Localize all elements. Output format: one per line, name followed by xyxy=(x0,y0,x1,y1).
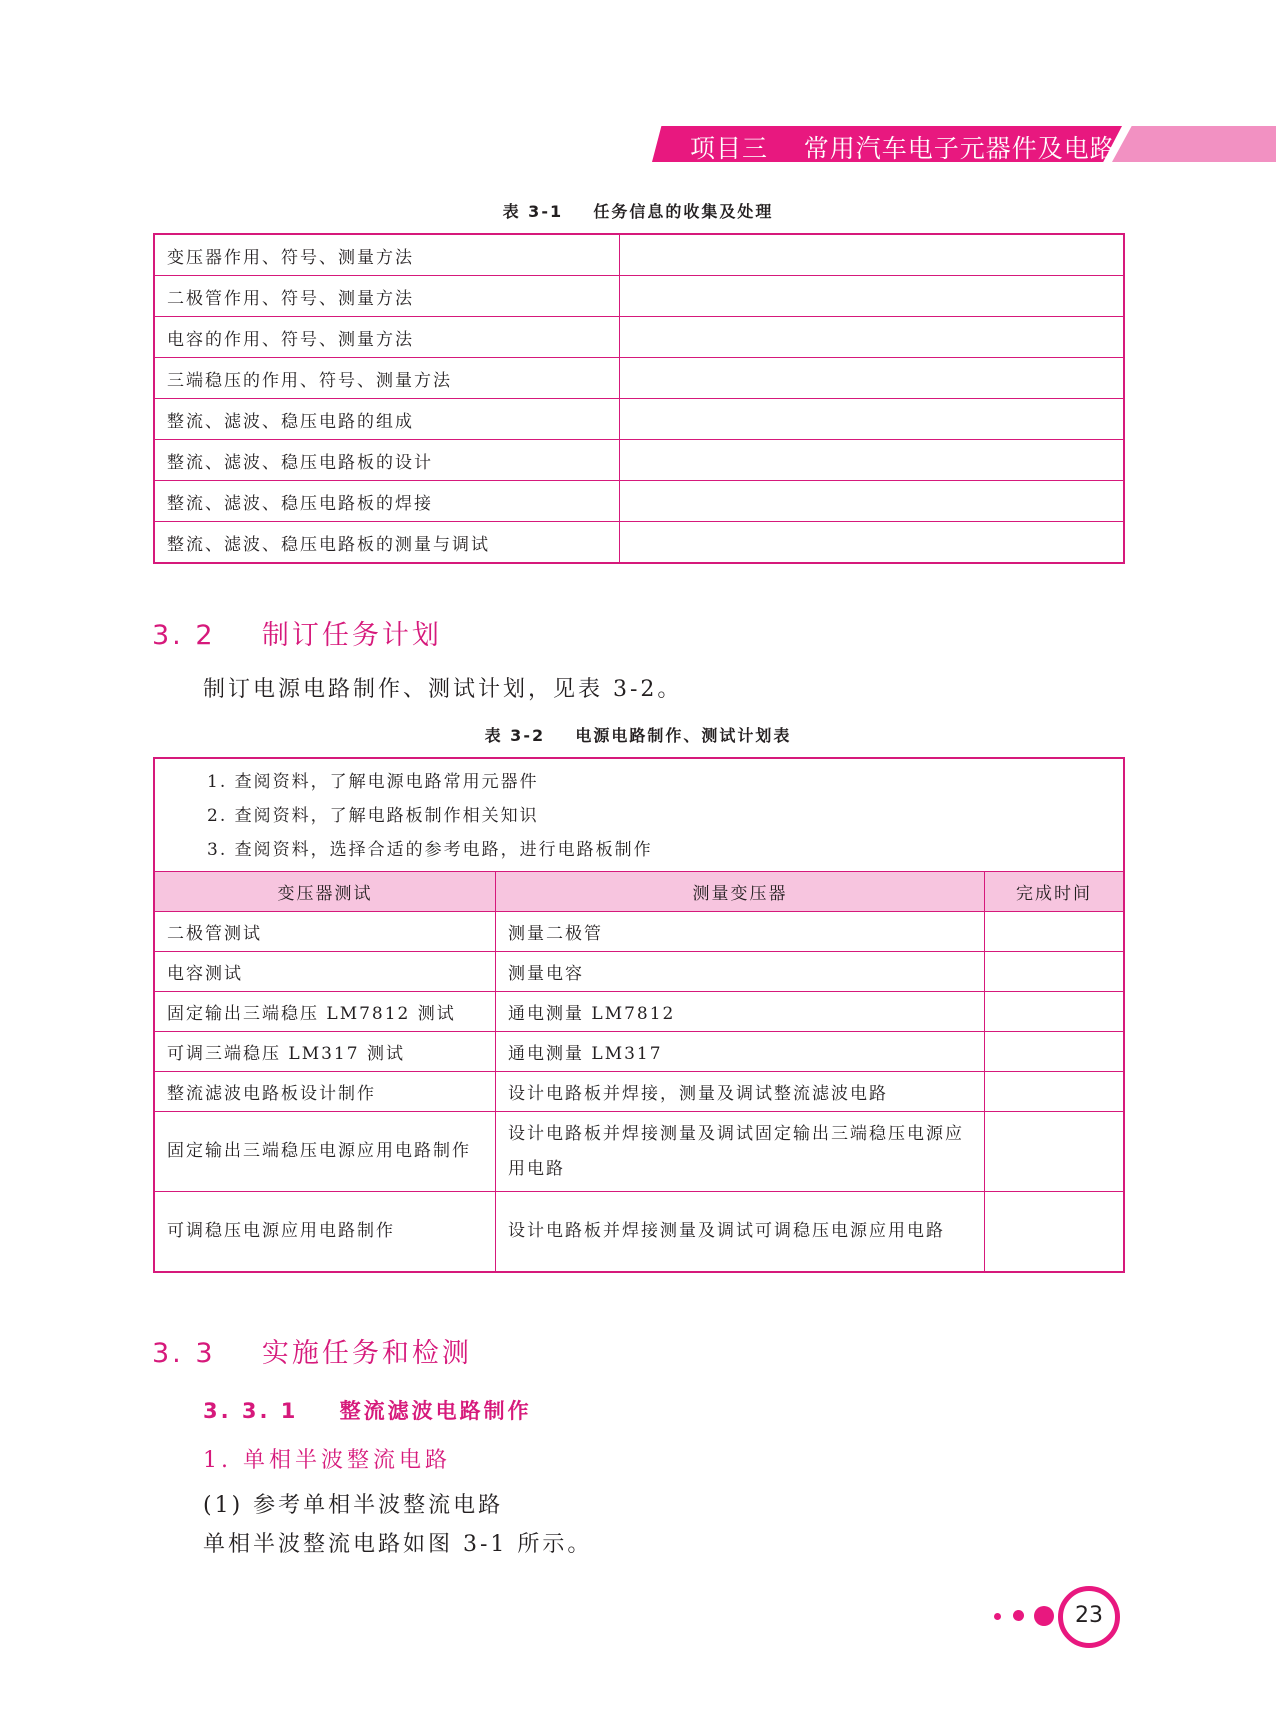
table2-cell: 设计电路板并焊接测量及调试可调稳压电源应用电路 xyxy=(496,1192,985,1273)
table-row xyxy=(154,522,1124,564)
completion-time-cell[interactable] xyxy=(985,1032,1125,1072)
table1 xyxy=(153,233,1125,564)
step-item: 3. 查阅资料，选择合适的参考电路，进行电路板制作 xyxy=(207,840,653,860)
step-item: 2. 查阅资料，了解电路板制作相关知识 xyxy=(207,806,539,826)
table-row xyxy=(154,317,1124,358)
table2-cell: 整流滤波电路板设计制作 xyxy=(154,1072,496,1112)
completion-time-cell[interactable] xyxy=(985,952,1125,992)
table2-cell: 设计电路板并焊接测量及调试固定输出三端稳压电源应用电路 xyxy=(496,1112,985,1192)
paragraph: 单相半波整流电路如图 3-1 所示。 xyxy=(203,1532,593,1557)
table1-answer-cell[interactable] xyxy=(620,317,1125,358)
table1-answer-cell[interactable] xyxy=(620,399,1125,440)
table-row xyxy=(154,1072,1124,1112)
table2-cell: 测量二极管 xyxy=(496,912,985,952)
table-row xyxy=(154,758,1124,872)
table1-cell: 整流、滤波、稳压电路板的焊接 xyxy=(154,481,620,522)
table1-cell: 二极管作用、符号、测量方法 xyxy=(154,276,620,317)
table2-head-cell: 完成时间 xyxy=(985,872,1125,912)
table1-answer-cell[interactable] xyxy=(620,522,1125,564)
table1-answer-cell[interactable] xyxy=(620,234,1125,276)
table2-cell: 二极管测试 xyxy=(154,912,496,952)
table2-cell: 可调稳压电源应用电路制作 xyxy=(154,1192,496,1273)
table-row xyxy=(154,399,1124,440)
table-row xyxy=(154,952,1124,992)
page-number: 23 xyxy=(1075,1603,1103,1628)
completion-time-cell[interactable] xyxy=(985,992,1125,1032)
completion-time-cell[interactable] xyxy=(985,912,1125,952)
section2-intro: 制订电源电路制作、测试计划，见表 3-2。 xyxy=(203,677,683,702)
table-row xyxy=(154,234,1124,276)
page-number-badge xyxy=(1058,1586,1120,1648)
chapter-title: 项目三 常用汽车电子元器件及电路 xyxy=(690,134,1116,163)
table2-cell: 固定输出三端稳压电源应用电路制作 xyxy=(154,1112,496,1192)
table-row xyxy=(154,992,1124,1032)
table1-cell: 整流、滤波、稳压电路板的测量与调试 xyxy=(154,522,620,564)
table2-cell: 测量电容 xyxy=(496,952,985,992)
page-dot-medium xyxy=(1013,1610,1024,1621)
table-row xyxy=(154,1032,1124,1072)
completion-time-cell[interactable] xyxy=(985,1112,1125,1192)
table2-head-cell: 变压器测试 xyxy=(154,872,496,912)
table-row xyxy=(154,1112,1124,1192)
section-heading-3-3: 3. 3 实施任务和检测 xyxy=(152,1338,472,1369)
table2-cell: 通电测量 LM317 xyxy=(496,1032,985,1072)
table2-cell: 固定输出三端稳压 LM7812 测试 xyxy=(154,992,496,1032)
completion-time-cell[interactable] xyxy=(985,1192,1125,1273)
table2 xyxy=(153,757,1125,1273)
table2-cell: 通电测量 LM7812 xyxy=(496,992,985,1032)
table1-cell: 变压器作用、符号、测量方法 xyxy=(154,234,620,276)
table1-cell: 三端稳压的作用、符号、测量方法 xyxy=(154,358,620,399)
table1-cell: 整流、滤波、稳压电路的组成 xyxy=(154,399,620,440)
header-band-light xyxy=(1112,126,1276,162)
table2-cell: 设计电路板并焊接，测量及调试整流滤波电路 xyxy=(496,1072,985,1112)
table2-cell: 可调三端稳压 LM317 测试 xyxy=(154,1032,496,1072)
page-dot-large xyxy=(1034,1606,1054,1626)
subsection-heading-3-3-1: 3. 3. 1 整流滤波电路制作 xyxy=(203,1399,532,1423)
table1-answer-cell[interactable] xyxy=(620,276,1125,317)
table2-caption: 表 3-2 电源电路制作、测试计划表 xyxy=(484,726,792,745)
table1-answer-cell[interactable] xyxy=(620,481,1125,522)
table-row xyxy=(154,912,1124,952)
table1-caption: 表 3-1 任务信息的收集及处理 xyxy=(502,202,774,221)
section-heading-3-2: 3. 2 制订任务计划 xyxy=(152,620,442,651)
table-header-row xyxy=(154,872,1124,912)
table-row xyxy=(154,481,1124,522)
steps-cell xyxy=(154,758,1124,872)
step-item: 1. 查阅资料，了解电源电路常用元器件 xyxy=(207,772,539,792)
table-row xyxy=(154,440,1124,481)
table-row xyxy=(154,358,1124,399)
table1-cell: 整流、滤波、稳压电路板的设计 xyxy=(154,440,620,481)
table1-answer-cell[interactable] xyxy=(620,440,1125,481)
page-dot-small xyxy=(994,1613,1001,1620)
table1-answer-cell[interactable] xyxy=(620,358,1125,399)
table-row xyxy=(154,1192,1124,1273)
chapter-header xyxy=(652,126,1276,162)
table2-cell: 电容测试 xyxy=(154,952,496,992)
table-row xyxy=(154,276,1124,317)
table1-cell: 电容的作用、符号、测量方法 xyxy=(154,317,620,358)
table2-head-cell: 测量变压器 xyxy=(496,872,985,912)
topic-heading: 1. 单相半波整流电路 xyxy=(203,1448,451,1473)
completion-time-cell[interactable] xyxy=(985,1072,1125,1112)
paragraph: (1) 参考单相半波整流电路 xyxy=(203,1493,504,1518)
